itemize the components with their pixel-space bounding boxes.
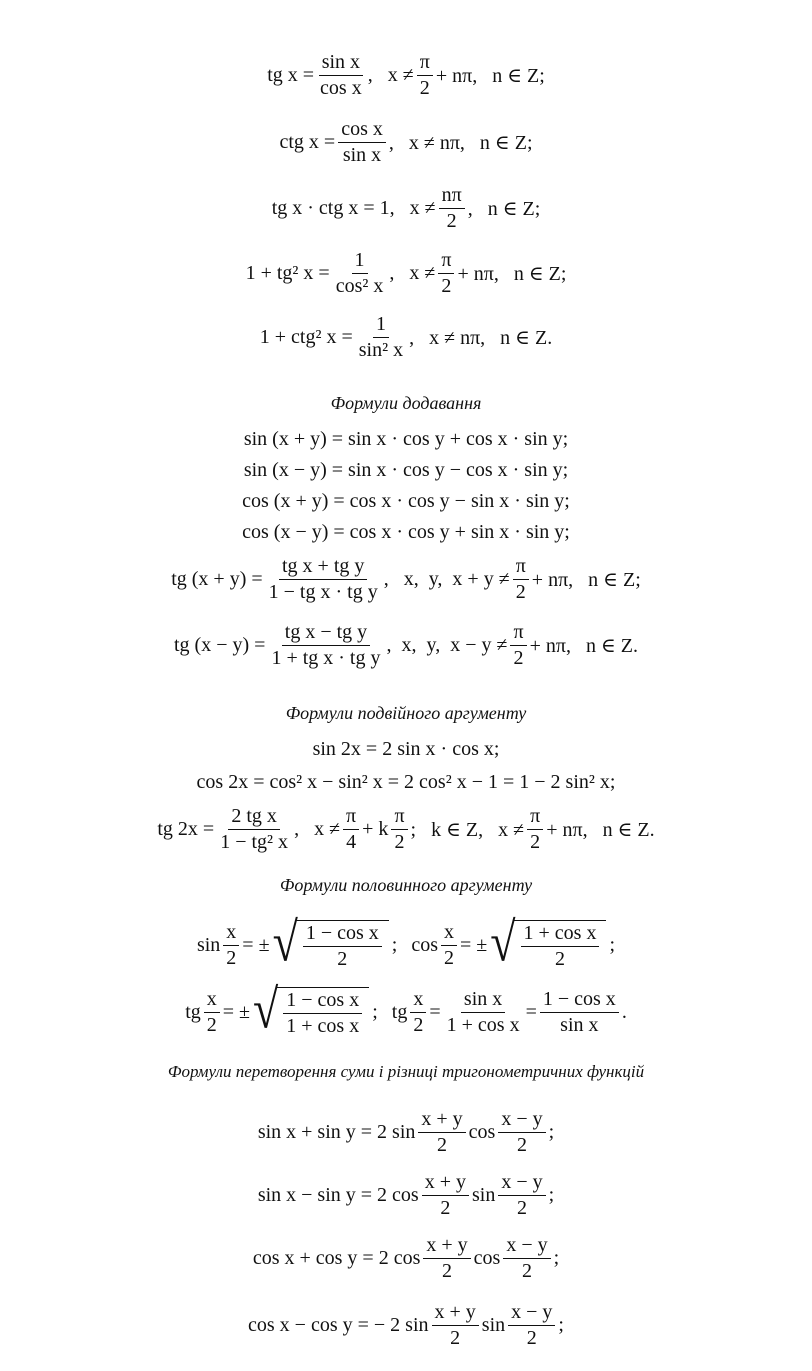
fraction: $\frac{\pi}{2}$ [438,250,454,297]
fraction: $\frac{x - y}{2}$ [498,1172,545,1219]
formula-tg-ctg-product: tg x · ctg x = 1, x ≠ $\frac{n\pi}{2}$ , n ∈ Z; [271,183,541,232]
fraction: $\frac{x}{2}$ [441,922,457,969]
fraction: $\frac{\text{2 tg x}}{\text{1 − tg² x}}$ [220,804,289,853]
section-heading-addition: Формули додавання [330,393,482,413]
formula-one-plus-tg-squared: 1 + tg² x = $\frac{1}{\text{cos² x}}$ , x ≠ $\frac{\pi}{2}$ + nπ, n ∈ Z; [245,248,567,297]
formula-cos-sum: cos (x + y) = cos x · cos y − sin x · sin y; [242,489,570,512]
fraction: $\frac{x - y}{2}$ [508,1302,555,1349]
fraction: $\frac{x - y}{2}$ [498,1109,545,1156]
fraction: $\frac{1}{\text{sin² x}}$ [358,312,404,361]
formula-ctg-definition: ctg x = $\frac{\text{cos x}}{\text{sin x}}$ , x ≠ nπ, n ∈ Z; [279,117,533,166]
fraction: $\frac{\text{1 − cos x}}{\text{sin x}}$ [540,989,619,1036]
formula-cos-minus-cos: cos x − cos y = − 2 sin $\frac{x + y}{2}$ sin $\frac{x - y}{2}$ ; [248,1300,564,1349]
fraction: $\frac{\text{1 − cos x}}{\text{1 + cos x}}$ [283,990,362,1037]
section-heading-half-argument: Формули половинного аргументу [279,875,533,895]
section-heading-sum-to-product: Формули перетворення суми і різниці тригонометричних функцій [167,1062,645,1081]
fraction: $\frac{1}{\text{cos² x}}$ [335,248,384,297]
formula-cos-diff: cos (x − y) = cos x · cos y + sin x · sin y; [242,520,570,543]
formula-cos-plus-cos: cos x + cos y = 2 cos $\frac{x + y}{2}$ cos $\frac{x - y}{2}$ ; [252,1233,560,1282]
formula-sin-plus-sin: sin x + sin y = 2 sin $\frac{x + y}{2}$ cos $\frac{x - y}{2}$ ; [257,1107,555,1156]
fraction: $\frac{\pi}{2}$ [391,806,407,853]
formula-sin-2x: sin 2x = 2 sin x · cos x; [312,737,500,760]
formula-sin-sum: sin (x + y) = sin x · cos y + cos x · sin y; [243,427,569,450]
fraction: $\frac{\pi}{2}$ [510,622,526,669]
fraction: $\frac{\text{1 + cos x}}{2}$ [521,923,600,970]
formula-tg-2x: tg 2x = $\frac{\text{2 tg x}}{\text{1 − tg² x}}$ , x ≠ $\frac{\pi}{4}$ + k $\frac{\pi}{2}$ ; k ∈ Z, x ≠ $\frac{\pi}{2}$ + nπ, n ∈ Z. [157,804,655,853]
formula-half-sin-cos: sin $\frac{x}{2}$ = ± √ $\frac{\text{1 − cos x}}{2}$ ; cos $\frac{x}{2}$ = ± √ $\frac{\text{1 + cos x}}{2}$ ; [0,912,812,978]
square-root [490,911,606,973]
formula-tg-diff: tg (x − y) = $\frac{\text{tg x − tg y}}{\text{1 + tg x · tg y}}$ , x, y, x − y ≠ $\frac{\pi}{2}$ + nπ, n ∈ Z. [174,620,638,669]
fraction: $\frac{\pi}{2}$ [513,556,529,603]
formula-tg-sum: tg (x + y) = $\frac{\text{tg x + tg y}}{\text{1 − tg x · tg y}}$ , x, y, x + y ≠ $\frac{\pi}{2}$ + nπ, n ∈ Z; [171,554,641,603]
fraction: $\frac{\text{tg x + tg y}}{\text{1 − tg x · tg y}}$ [268,554,378,603]
fraction: $\frac{x}{2}$ [410,989,426,1036]
section-heading-double-argument: Формули подвійного аргументу [285,703,527,723]
fraction: $\frac{x + y}{2}$ [422,1172,469,1219]
formula-half-tg: tg $\frac{x}{2}$ = ± √ $\frac{\text{1 − cos x}}{\text{1 + cos x}}$ ; tg $\frac{x}{2}$ = $\frac{\text{sin x}}{\text{1 + cos x}}$ = $\frac{\text{1 − cos x}}{\text{sin x}}$ . [0,979,812,1045]
radical-sign-icon: √ [272,911,298,973]
fraction: $\frac{x - y}{2}$ [503,1235,550,1282]
fraction: $\frac{\text{tg x − tg y}}{\text{1 + tg x · tg y}}$ [271,620,381,669]
fraction: $\frac{\pi}{4}$ [343,806,359,853]
formula-one-plus-ctg-squared: 1 + ctg² x = $\frac{1}{\text{sin² x}}$ , x ≠ nπ, n ∈ Z. [259,312,553,361]
fraction: $\frac{\pi}{2}$ [417,52,433,99]
fraction: $\frac{n\pi}{2}$ [439,185,465,232]
fraction: $\frac{\text{cos x}}{\text{sin x}}$ [338,119,386,166]
fraction: $\frac{\text{sin x}}{\text{1 + cos x}}$ [446,987,520,1036]
fraction: $\frac{\pi}{2}$ [527,806,543,853]
fraction: $\frac{x}{2}$ [204,989,220,1036]
formula-sin-minus-sin: sin x − sin y = 2 cos $\frac{x + y}{2}$ sin $\frac{x - y}{2}$ ; [257,1170,555,1219]
radical-sign-icon: √ [490,911,516,973]
fraction: $\frac{x + y}{2}$ [423,1235,470,1282]
radical-sign-icon: √ [253,978,279,1040]
fraction: $\frac{x + y}{2}$ [432,1302,479,1349]
square-root [253,978,369,1040]
fraction: $\frac{x}{2}$ [223,922,239,969]
formula-tg-definition: tg x = $\frac{\text{sin x}}{\text{cos x}}$ , x ≠ $\frac{\pi}{2}$ + nπ, n ∈ Z; [267,50,545,99]
square-root [272,911,389,973]
fraction: $\frac{\text{1 − cos x}}{2}$ [303,923,382,970]
formula-sin-diff: sin (x − y) = sin x · cos y − cos x · sin y; [243,458,569,481]
fraction: $\frac{x + y}{2}$ [418,1109,465,1156]
formula-cos-2x: cos 2x = cos² x − sin² x = 2 cos² x − 1 = 1 − 2 sin² x; [196,770,616,793]
fraction: $\frac{\text{sin x}}{\text{cos x}}$ [320,50,362,99]
